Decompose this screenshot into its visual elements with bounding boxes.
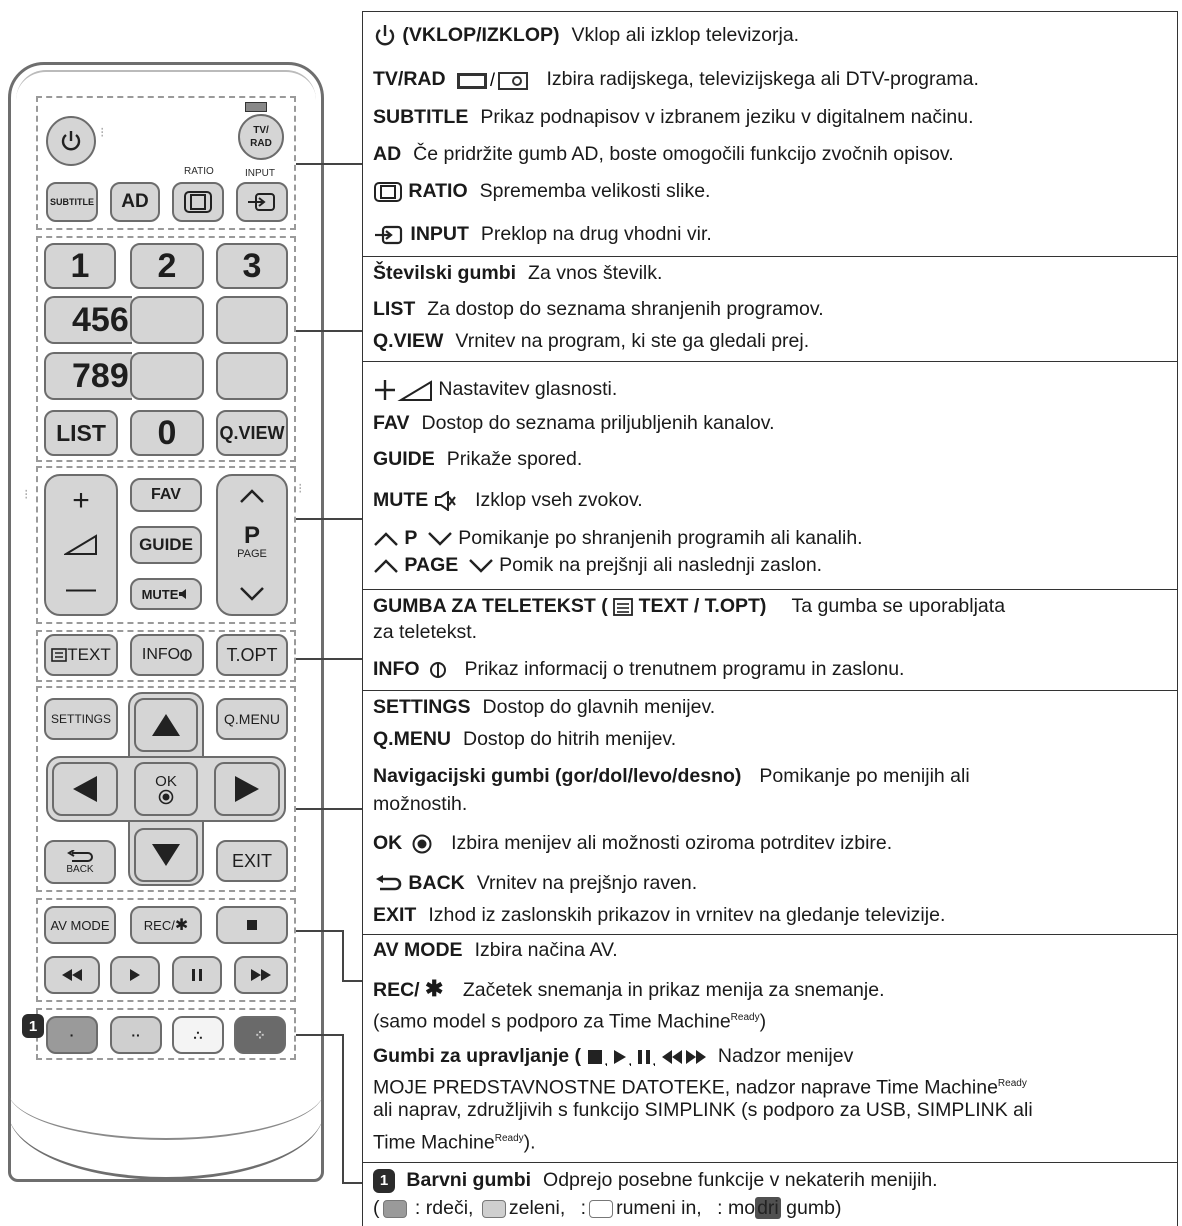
program-p-label: P [243, 521, 260, 549]
mute-icon [178, 588, 190, 600]
connector-group-7b [342, 1034, 344, 1184]
red-button[interactable]: · [46, 1016, 98, 1054]
chevron-down-icon [427, 531, 453, 547]
legend-colon: : [580, 1197, 587, 1219]
desc-qmenu [373, 727, 676, 751]
stop-icon [246, 919, 258, 931]
desc-controls-cont-text: MOJE PREDSTAVNOSTNE DATOTEKE, nadzor naprave Time Machine [373, 1076, 998, 1099]
desc-tvrad-title: TV/RAD [373, 68, 446, 90]
pause-icon [191, 968, 203, 982]
desc-rec-cont-end: ) [759, 1010, 767, 1033]
desc-rec-cont-text: (samo model s podporo za Time Machine [373, 1010, 731, 1033]
desc-exit [373, 903, 945, 927]
section-navigation [363, 691, 1177, 935]
number-5-button[interactable] [130, 296, 204, 344]
desc-info [373, 657, 904, 681]
settings-button[interactable]: SETTINGS [44, 698, 118, 740]
desc-controls-cont [373, 1072, 1027, 1100]
desc-mute-title: MUTE [373, 489, 429, 511]
ad-button[interactable]: AD [110, 182, 160, 222]
ratio-icon [183, 190, 213, 214]
legend-blue-suffix: gumb) [786, 1197, 842, 1219]
dots-decoration-right: ⁝ [298, 480, 303, 496]
volume-rocker[interactable] [44, 474, 118, 616]
av-mode-button[interactable]: AV MODE [44, 906, 116, 944]
legend-blue-prefix: : mo [717, 1197, 756, 1219]
desc-navigation-cont: možnostih. [373, 793, 468, 815]
svg-text:,: , [604, 1051, 609, 1066]
yellow-chip [589, 1200, 613, 1218]
desc-avmode [373, 938, 618, 962]
play-icon [129, 968, 141, 982]
desc-back-text: Vrnitev na prejšnjo raven. [476, 872, 698, 894]
desc-rec-title: REC/ [373, 979, 420, 1001]
tv-radio-icon [245, 102, 267, 112]
desc-ratio-title: RATIO [408, 180, 468, 202]
legend-open-paren: ( [373, 1197, 380, 1219]
blue-chip: dri [757, 1197, 779, 1219]
description-table [362, 11, 1178, 1226]
desc-guide-title: GUIDE [373, 448, 435, 470]
topt-button[interactable]: T.OPT [216, 634, 288, 676]
desc-teletext-title: GUMBA ZA TELETEKST ( [373, 595, 608, 617]
desc-qview-text: Vrnitev na program, ki ste ga gledali prej. [455, 330, 810, 352]
desc-controls [373, 1044, 853, 1068]
number-1-button[interactable]: 1 [44, 243, 116, 289]
nav-left-button[interactable] [52, 762, 118, 816]
svg-text:,: , [628, 1051, 633, 1066]
number-789-button[interactable]: 789 [44, 352, 132, 400]
connector-group-6b [342, 930, 344, 982]
desc-controls-sup: Ready [997, 1078, 1027, 1089]
mute-icon [434, 491, 456, 511]
connector-group-4 [296, 658, 362, 660]
desc-controls-cont3 [373, 1127, 536, 1155]
number-9-button[interactable] [216, 352, 288, 400]
desc-ok [373, 831, 892, 855]
section-color-buttons [363, 1163, 1177, 1226]
tv-rad-button[interactable] [238, 114, 284, 160]
desc-controls-cont3-text: Time Machine [373, 1131, 495, 1154]
info-label: INFO [141, 646, 181, 663]
back-label: BACK [66, 863, 94, 875]
arrow-down-icon [150, 842, 182, 868]
desc-navigation-title: Navigacijski gumbi (gor/dol/levo/desno) [373, 765, 742, 787]
desc-rec-text: Začetek snemanja in prikaz menija za snemanje. [462, 979, 885, 1001]
section-power-input [363, 12, 1177, 257]
desc-ratio [373, 179, 710, 203]
desc-color-legend [373, 1196, 841, 1220]
nav-right-button[interactable] [214, 762, 280, 816]
tv-radio-icon [455, 69, 529, 91]
desc-controls-cont2: ali naprav, združljivih s funkcijo SIMPLINK (s podporo za USB, SIMPLINK ali [373, 1099, 1033, 1121]
ok-button[interactable] [134, 762, 198, 816]
desc-mute-text: Izklop vseh zvokov. [475, 489, 643, 511]
desc-program-text: Pomikanje po shranjenih programih ali kanalih. [458, 527, 863, 549]
desc-navigation [373, 764, 970, 788]
desc-page-title: PAGE [404, 554, 459, 576]
connector-group-7c [342, 1182, 362, 1184]
text-button[interactable] [44, 634, 118, 676]
desc-mute [373, 488, 643, 512]
chevron-up-icon [373, 531, 399, 547]
ok-icon [412, 834, 432, 854]
yellow-button[interactable]: ∴ [172, 1016, 224, 1054]
connector-group-6a [296, 930, 342, 932]
power-button[interactable] [46, 116, 96, 166]
number-2-button[interactable]: 2 [130, 243, 204, 289]
color-group-tag: 1 [373, 1169, 395, 1193]
arrow-left-icon [71, 774, 99, 804]
desc-rec-sup: Ready [730, 1012, 760, 1023]
section-media [363, 935, 1177, 1163]
fast-forward-icon [249, 968, 273, 982]
back-button[interactable] [44, 840, 116, 884]
desc-settings-title: SETTINGS [373, 696, 471, 718]
desc-list-title: LIST [373, 298, 416, 320]
desc-program-title: P [404, 527, 418, 549]
desc-tvrad-text: Izbira radijskega, televizijskega ali DTV-programa. [546, 68, 979, 90]
connector-group-5 [296, 808, 362, 810]
ratio-button[interactable] [172, 182, 224, 222]
rewind-icon [60, 968, 84, 982]
desc-numbers-title: Številski gumbi [373, 262, 517, 284]
input-icon [246, 191, 278, 213]
desc-teletext-text: Ta gumba se uporabljata [791, 595, 1006, 617]
desc-info-text: Prikaz informacij o trenutnem programu in zaslonu. [464, 658, 905, 680]
desc-program [373, 526, 863, 550]
desc-settings [373, 695, 715, 719]
desc-power-text: Vklop ali izklop televizorja. [571, 24, 800, 47]
section-teletext [363, 590, 1177, 691]
guide-button[interactable]: GUIDE [130, 526, 202, 564]
asterisk-icon: ✱ [425, 976, 444, 1001]
rewind-button[interactable] [44, 956, 100, 994]
desc-settings-text: Dostop do glavnih menijev. [482, 696, 716, 718]
number-456-button[interactable]: 456 [44, 296, 132, 344]
green-chip [482, 1200, 506, 1218]
pause-button[interactable] [172, 956, 222, 994]
desc-qmenu-title: Q.MENU [373, 728, 451, 750]
desc-fav [373, 411, 775, 435]
desc-avmode-title: AV MODE [373, 939, 463, 961]
asterisk-icon: ✱ [174, 917, 189, 934]
desc-controls-sup-2: Ready [494, 1133, 524, 1144]
desc-exit-title: EXIT [373, 904, 417, 926]
desc-info-title: INFO [373, 658, 420, 680]
blue-button[interactable]: ⁘ [234, 1016, 286, 1054]
ratio-icon [373, 181, 403, 203]
desc-numbers-text: Za vnos številk. [528, 262, 663, 284]
input-icon [373, 225, 405, 245]
volume-icon [373, 378, 433, 402]
desc-qview [373, 329, 809, 353]
arrow-right-icon [233, 774, 261, 804]
input-button[interactable] [236, 182, 288, 222]
desc-teletext-title-2: TEXT / T.OPT) [638, 595, 767, 617]
list-button[interactable]: LIST [44, 410, 118, 456]
power-icon [59, 129, 83, 153]
desc-color-title: Barvni gumbi [406, 1169, 532, 1191]
number-6-button[interactable] [216, 296, 288, 344]
subtitle-button[interactable]: SUBTITLE [46, 182, 98, 222]
program-page-rocker[interactable] [216, 474, 288, 616]
desc-qview-title: Q.VIEW [373, 330, 444, 352]
desc-page [373, 553, 822, 577]
text-label: TEXT [67, 645, 111, 664]
volume-icon [64, 534, 98, 556]
number-8-button[interactable] [130, 352, 204, 400]
info-icon [180, 649, 192, 661]
qmenu-button[interactable]: Q.MENU [216, 698, 288, 740]
nav-up-button[interactable] [134, 698, 198, 752]
desc-ad [373, 142, 954, 166]
dots-decoration: ⁝ [100, 124, 105, 140]
red-chip [383, 1200, 407, 1218]
legend-yellow: rumeni in, [616, 1197, 702, 1219]
desc-color-text: Odprejo posebne funkcije v nekaterih menijih. [543, 1169, 938, 1191]
desc-rec-cont [373, 1006, 766, 1034]
desc-tvrad [373, 67, 979, 91]
desc-guide [373, 447, 582, 471]
tv-rad-label-1: TV/ [253, 125, 269, 136]
desc-fav-title: FAV [373, 412, 410, 434]
back-icon [66, 850, 94, 864]
connector-group-2 [296, 330, 362, 332]
green-button[interactable]: ·· [110, 1016, 162, 1054]
desc-navigation-text: Pomikanje po menijih ali [759, 765, 970, 787]
color-group-tag: 1 [22, 1014, 44, 1038]
back-icon [373, 875, 403, 893]
desc-ok-title: OK [373, 832, 403, 854]
desc-subtitle-text: Prikaz podnapisov v izbranem jeziku v digitalnem načinu. [480, 106, 974, 128]
tv-rad-label-2: RAD [250, 138, 272, 149]
desc-numbers [373, 261, 662, 285]
fast-forward-button[interactable] [234, 956, 288, 994]
desc-ratio-text: Sprememba velikosti slike. [479, 180, 711, 202]
desc-exit-text: Izhod iz zaslonskih prikazov in vrnitev na gledanje televizije. [428, 904, 946, 926]
desc-subtitle [373, 105, 974, 129]
input-label: INPUT [245, 168, 275, 179]
exit-button[interactable]: EXIT [216, 840, 288, 882]
desc-qmenu-text: Dostop do hitrih menijev. [463, 728, 677, 750]
play-button[interactable] [110, 956, 160, 994]
connector-group-3 [296, 518, 362, 520]
desc-teletext [373, 594, 1005, 618]
playback-control-icons [586, 1048, 706, 1066]
teletext-icon [613, 598, 633, 616]
number-0-button[interactable]: 0 [130, 410, 204, 456]
fav-button[interactable]: FAV [130, 478, 202, 512]
desc-volume [373, 377, 617, 402]
desc-back [373, 871, 697, 895]
chevron-up-icon [238, 488, 266, 504]
mute-label: MUTE [141, 586, 179, 602]
ok-label: OK [155, 772, 177, 790]
volume-plus-label: + [72, 484, 90, 517]
nav-down-button[interactable] [134, 828, 198, 882]
desc-input-text: Preklop na drug vhodni vir. [480, 223, 712, 245]
ratio-label: RATIO [184, 166, 214, 177]
connector-group-6c [342, 980, 362, 982]
chevron-down-icon [468, 558, 494, 574]
desc-controls-text: Nadzor menijev [717, 1045, 854, 1067]
chevron-up-icon [373, 558, 399, 574]
teletext-icon [51, 648, 67, 662]
connector-group-1 [296, 163, 362, 165]
desc-guide-text: Prikaže spored. [446, 448, 583, 470]
desc-input [373, 222, 712, 246]
volume-minus-label: — [66, 572, 96, 605]
remote-control-illustration [0, 0, 330, 1226]
svg-text:,: , [652, 1051, 657, 1066]
section-numbers [363, 257, 1177, 362]
desc-input-title: INPUT [410, 223, 469, 245]
desc-list [373, 297, 824, 321]
desc-page-text: Pomik na prejšnji ali naslednji zaslon. [499, 554, 823, 576]
desc-color-buttons [373, 1168, 938, 1193]
connector-group-7a [296, 1034, 342, 1036]
dots-decoration-left: ⁝ [24, 486, 29, 502]
mute-button[interactable] [130, 578, 202, 610]
info-icon [429, 661, 447, 679]
desc-power-title: (VKLOP/IZKLOP) [402, 24, 560, 47]
desc-controls-title: Gumbi za upravljanje ( [373, 1045, 582, 1067]
desc-ok-text: Izbira menijev ali možnosti oziroma potrditev izbire. [451, 832, 893, 854]
stop-button[interactable] [216, 906, 288, 944]
desc-ad-title: AD [373, 143, 402, 165]
desc-fav-text: Dostop do seznama priljubljenih kanalov. [421, 412, 775, 434]
rec-button[interactable] [130, 906, 202, 944]
desc-power [373, 23, 799, 49]
section-volume-channel [363, 362, 1177, 590]
desc-list-text: Za dostop do seznama shranjenih programov. [427, 298, 824, 320]
power-icon [373, 23, 397, 49]
qview-button[interactable]: Q.VIEW [216, 410, 288, 456]
desc-subtitle-title: SUBTITLE [373, 106, 469, 128]
legend-green: zeleni, [508, 1197, 566, 1219]
ok-icon [158, 789, 174, 805]
desc-avmode-text: Izbira načina AV. [474, 939, 618, 961]
desc-volume-text: Nastavitev glasnosti. [438, 378, 618, 400]
desc-back-title: BACK [408, 872, 465, 894]
desc-teletext-cont: za teletekst. [373, 621, 478, 643]
rec-label: REC/ [143, 917, 175, 933]
svg-text:/: / [490, 69, 496, 90]
arrow-up-icon [150, 712, 182, 738]
page-label: PAGE [237, 547, 267, 560]
chevron-down-icon [238, 586, 266, 602]
desc-controls-cont3-end: ). [523, 1131, 536, 1154]
legend-red: : rdeči, [414, 1197, 474, 1219]
desc-rec [373, 977, 885, 1002]
info-button[interactable] [130, 634, 204, 676]
number-3-button[interactable]: 3 [216, 243, 288, 289]
desc-ad-text: Če pridržite gumb AD, boste omogočili funkcijo zvočnih opisov. [413, 143, 954, 165]
